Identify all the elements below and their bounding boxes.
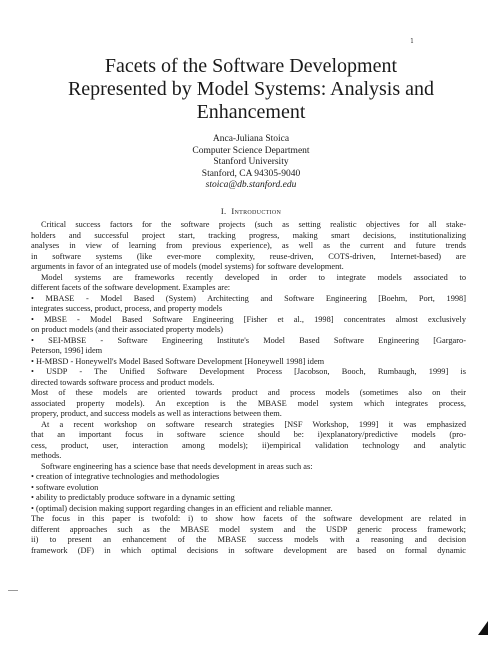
body-line: holders and successful project start, tracking progress, making smart decisions, institutionalizing [31,230,466,240]
body-line: analyses in view of learning from previous experience), as well as the current and future trends [31,241,466,250]
body-line: • (optimal) decision making support regarding changes in an efficient and reliable manner. [31,503,333,513]
title-line-2: Represented by Model Systems: Analysis and [67,78,435,100]
section-title: Introduction [231,206,282,216]
section-number: I. [220,206,227,216]
body-line: cess, product, user, interaction among models); ii)empirical validation technology and analytic [31,440,466,450]
body-line: on product models (and their associated property models) [31,325,224,334]
body-line: ii) to present an enhancement of the MBASE success models with a reasoning and decision [31,535,466,544]
body-line: framework (DF) in which optimal decisions in software development are based on formal dynamic [31,545,466,555]
body-line: • software evolution [31,482,99,492]
body-line: • creation of integrative technologies and methodologies [31,472,220,481]
body-line: directed towards software process and product models. [31,377,215,387]
author-department: Computer Science Department [192,145,310,156]
author-location: Stanford, CA 94305-9040 [201,168,301,179]
title-line-1: Facets of the Software Development [104,55,398,77]
author-block [40,134,462,192]
body-line: The focus in this paper is twofold: i) to show how facets of the software development are related in [31,514,466,523]
body-line: • MBASE - Model Based (System) Architecting and Software Engineering [Boehm, Port, 1998] [31,293,466,303]
body-line: • H-MBSD - Honeywell's Model Based Software Development [Honeywell 1998] idem [31,356,325,366]
body-line: • USDP - The Unified Software Development Process [Jacobson, Booch, Rumbaugh, 1999] is [31,367,466,376]
body-line: associated property models). An exception is the MBASE model system which integrates process, [31,398,466,408]
body-line: Critical success factors for the software projects (such as setting realistic objectives for all stake- [41,220,466,229]
body-line: different facets of the software development. Examples are: [31,283,231,292]
body-line: in software systems (like ever-more complexity, reuse-driven, COTS-driven, Internet-based) are [31,251,466,261]
body-line: Most of these models are oriented towards product and process models (sometimes also on their [31,388,466,397]
margin-mark [8,590,18,591]
body-line: integrates success, product, process, and property models [31,304,223,313]
author-name: Anca-Juliana Stoica [212,134,290,144]
body-line: propery, product, and success models as well as interactions between them. [31,409,282,418]
body-line: • MBSE - Model Based Software Engineering [Fisher et al., 1998] concentrates almost exclusively [31,314,466,324]
body-line: • ability to predictably produce software in a dynamic setting [31,493,235,502]
paper-title [40,55,462,124]
body-line: Software engineering has a science base that needs development in areas such as: [41,461,313,471]
body-text [31,220,466,556]
body-line: methods. [31,451,62,460]
author-university: Stanford University [213,157,289,167]
body-line: Model systems are frameworks recently developed in order to integrate models associated to [41,272,466,282]
body-line: arguments in favor of an integrated use of models (model systems) for software development. [31,262,344,271]
author-email: stoica@db.stanford.edu [205,180,297,190]
body-line: • SEI-MBSE - Software Engineering Institute's Model Based Software Engineering [Gargaro- [31,335,466,345]
section-heading [40,206,462,216]
body-line: At a recent workshop on software research strategies [NSF Workshop, 1999] it was emphasized [41,419,466,429]
page-number: 1 [410,38,414,45]
body-line: that an important focus in software science should be: i)explanatory/predictive models (pro- [31,430,466,439]
triangle-marker-icon [478,621,488,635]
body-line: different approaches such as the MBASE model system and the USDP generic process framework; [31,524,466,534]
body-line: Peterson, 1996] idem [31,346,103,355]
title-line-3: Enhancement [196,101,306,123]
